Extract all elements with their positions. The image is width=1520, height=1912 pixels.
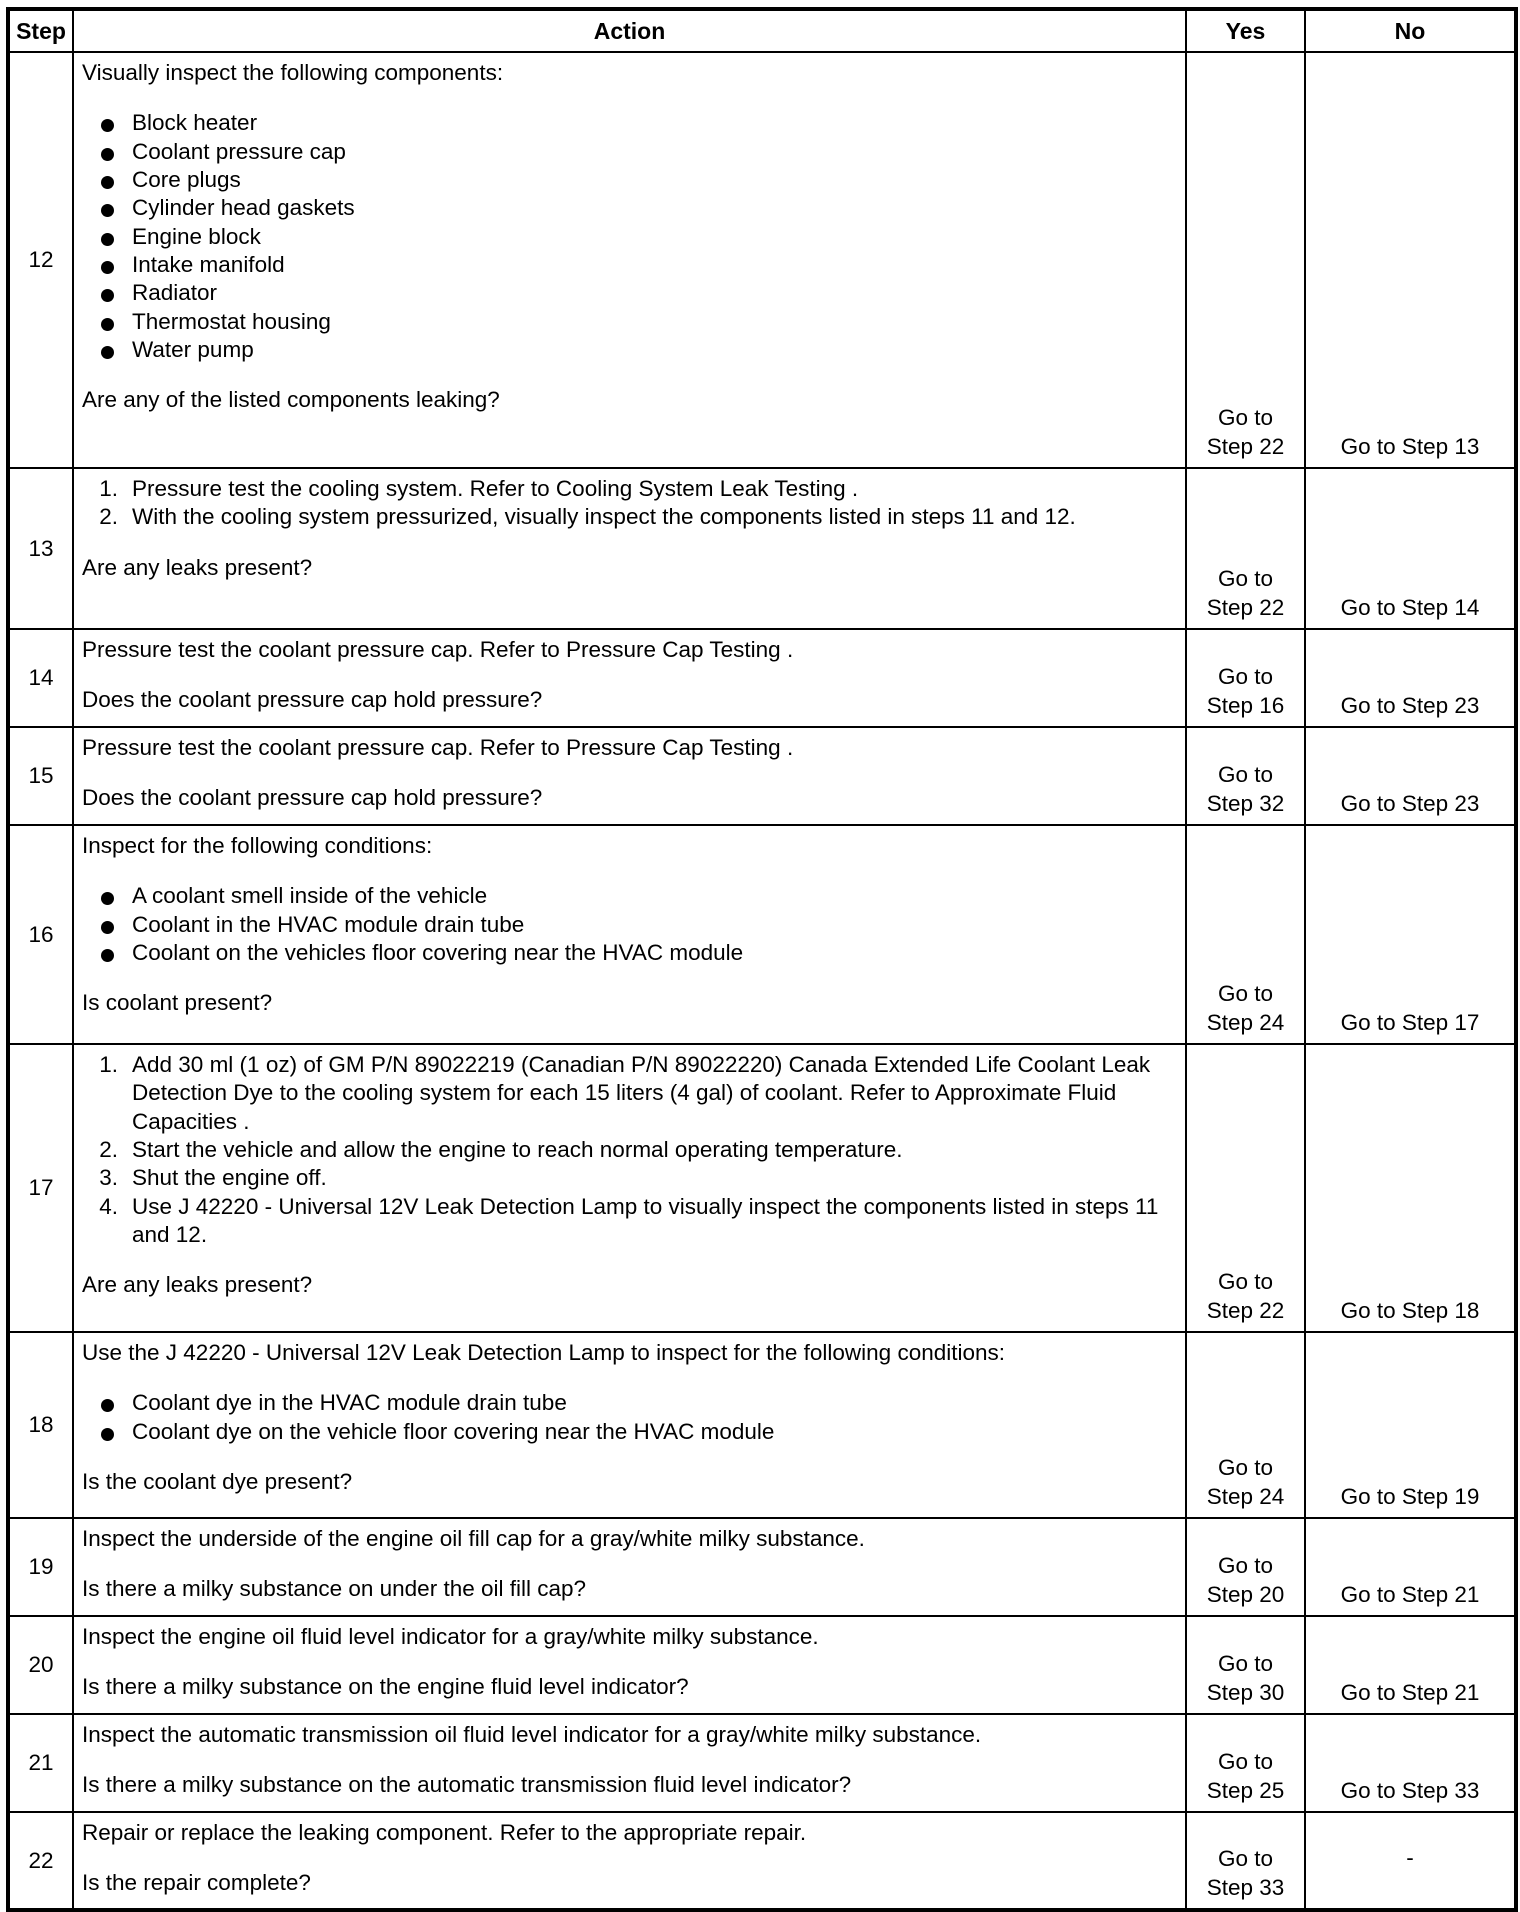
bullet-icon: [101, 289, 114, 302]
yes-outcome-line: Go to: [1217, 663, 1274, 689]
no-outcome: Go to Step 21: [1305, 1616, 1516, 1714]
header-yes: Yes: [1186, 9, 1305, 52]
list-item-text: Block heater: [132, 110, 258, 136]
action-instruction: Inspect the automatic transmission oil fluid level indicator for a gray/white milky substance.: [82, 1722, 982, 1747]
list-item: [82, 1389, 1177, 1417]
action-question: Does the coolant pressure cap hold pressure?: [82, 687, 543, 713]
action-question: Is the repair complete?: [82, 1870, 311, 1896]
action-instruction: Repair or replace the leaking component. Refer to the appropriate repair.: [82, 1820, 807, 1845]
action-cell: [73, 52, 1186, 468]
action-cell: [73, 629, 1186, 727]
list-item: [82, 882, 1177, 910]
no-outcome: Go to Step 23: [1305, 727, 1516, 825]
yes-outcome-line: Step 20: [1206, 1582, 1285, 1608]
yes-outcome-line: Step 22: [1206, 1298, 1285, 1324]
list-item: [82, 911, 1177, 939]
action-question: Are any leaks present?: [82, 554, 313, 580]
list-item-text: Coolant dye in the HVAC module drain tube: [132, 1390, 567, 1416]
action-instruction: Use the J 42220 - Universal 12V Leak Detection Lamp to inspect for the following conditions:: [82, 1340, 1006, 1365]
table-row: [8, 1332, 1516, 1518]
list-item: [82, 1193, 1177, 1250]
step-number: 20: [8, 1616, 73, 1714]
no-outcome: Go to Step 17: [1305, 825, 1516, 1044]
table-row: [8, 629, 1516, 727]
table-row: [8, 1812, 1516, 1910]
list-item: [82, 279, 1177, 307]
list-item: [82, 939, 1177, 967]
list-item-number: 3.: [99, 1165, 118, 1191]
action-cell: [73, 468, 1186, 629]
yes-outcome-line: Go to: [1217, 1454, 1274, 1480]
yes-outcome-line: Go to: [1217, 761, 1274, 787]
bullet-icon: [101, 1399, 114, 1412]
list-item-text: Coolant on the vehicles floor covering near the HVAC module: [132, 940, 744, 966]
no-outcome: Go to Step 13: [1305, 52, 1516, 468]
bullet-list: [82, 1389, 1177, 1446]
action-instruction: Pressure test the coolant pressure cap. Refer to Pressure Cap Testing .: [82, 637, 794, 662]
yes-outcome: [1186, 1044, 1305, 1332]
action-instruction: Inspect for the following conditions:: [82, 833, 433, 858]
step-number: 17: [8, 1044, 73, 1332]
list-item: [82, 475, 1177, 503]
action-instruction: Inspect the engine oil fluid level indicator for a gray/white milky substance.: [82, 1624, 819, 1649]
yes-outcome-line: Go to: [1217, 404, 1274, 430]
table-row: [8, 1044, 1516, 1332]
list-item-number: 2.: [99, 1137, 118, 1163]
yes-outcome: [1186, 1714, 1305, 1812]
table-row: [8, 468, 1516, 629]
list-item: [82, 1418, 1177, 1446]
bullet-icon: [101, 949, 114, 962]
list-item: [82, 1051, 1177, 1136]
action-instruction: Inspect the underside of the engine oil fill cap for a gray/white milky substance.: [82, 1526, 865, 1551]
step-number: 19: [8, 1518, 73, 1616]
table-row: [8, 825, 1516, 1044]
bullet-list: [82, 882, 1177, 967]
yes-outcome-line: Step 25: [1206, 1778, 1285, 1804]
yes-outcome-line: Step 24: [1206, 1484, 1285, 1510]
list-item: [82, 1164, 1177, 1192]
bullet-list: [82, 109, 1177, 364]
action-question: Is the coolant dye present?: [82, 1469, 353, 1495]
yes-outcome: [1186, 1812, 1305, 1910]
step-number: 21: [8, 1714, 73, 1812]
list-item-text: Add 30 ml (1 oz) of GM P/N 89022219 (Canadian P/N 89022220) Canada Extended Life Coolant Leak Detection Dye to the cooling system for each 15 liters (4 gal) of coolant. Refer to Approximate Fluid Capacities .: [132, 1052, 1151, 1134]
action-question: Are any of the listed components leaking?: [82, 387, 500, 413]
step-number: 13: [8, 468, 73, 629]
list-item-text: Engine block: [132, 223, 261, 249]
action-cell: [73, 1332, 1186, 1518]
yes-outcome: [1186, 825, 1305, 1044]
table-body: [8, 52, 1516, 1910]
bullet-icon: [101, 346, 114, 359]
list-item-text: With the cooling system pressurized, visually inspect the components listed in steps 11 and 12.: [132, 504, 1076, 530]
list-item-number: 1.: [99, 476, 118, 501]
action-cell: [73, 825, 1186, 1044]
bullet-icon: [101, 176, 114, 189]
yes-outcome-line: Step 30: [1206, 1680, 1285, 1706]
yes-outcome-line: Step 33: [1206, 1875, 1285, 1901]
yes-outcome: [1186, 629, 1305, 727]
yes-outcome-line: Go to: [1217, 980, 1274, 1006]
bullet-icon: [101, 261, 114, 274]
list-item: [82, 109, 1177, 137]
no-outcome: Go to Step 23: [1305, 629, 1516, 727]
procedure-sheet: [6, 7, 1514, 1901]
bullet-icon: [101, 318, 114, 331]
yes-outcome-line: Go to: [1217, 1845, 1274, 1871]
list-item-text: Cylinder head gaskets: [132, 195, 355, 221]
list-item: [82, 166, 1177, 194]
bullet-icon: [101, 1428, 114, 1441]
list-item-text: A coolant smell inside of the vehicle: [132, 883, 488, 909]
yes-outcome: [1186, 1332, 1305, 1518]
table-row: [8, 1616, 1516, 1714]
list-item-text: Pressure test the cooling system. Refer to Cooling System Leak Testing .: [132, 476, 859, 501]
yes-outcome: [1186, 1518, 1305, 1616]
yes-outcome-line: Step 22: [1206, 595, 1285, 621]
list-item-number: 2.: [99, 504, 118, 530]
list-item: [82, 194, 1177, 222]
step-number: 14: [8, 629, 73, 727]
step-number: 16: [8, 825, 73, 1044]
action-question: Is coolant present?: [82, 990, 273, 1016]
yes-outcome: [1186, 727, 1305, 825]
diagnostic-table: [6, 7, 1518, 1912]
no-outcome: Go to Step 21: [1305, 1518, 1516, 1616]
list-item: [82, 308, 1177, 336]
numbered-list: [82, 1051, 1177, 1249]
action-cell: [73, 1714, 1186, 1812]
no-outcome: Go to Step 14: [1305, 468, 1516, 629]
step-number: 15: [8, 727, 73, 825]
yes-outcome: [1186, 52, 1305, 468]
list-item-text: Intake manifold: [132, 252, 285, 278]
numbered-list: [82, 475, 1177, 532]
list-item: [82, 1136, 1177, 1164]
action-cell: [73, 1044, 1186, 1332]
yes-outcome: [1186, 468, 1305, 629]
list-item-text: Start the vehicle and allow the engine to reach normal operating temperature.: [132, 1137, 903, 1163]
list-item-number: 1.: [99, 1052, 118, 1077]
list-item-number: 4.: [99, 1193, 118, 1219]
no-outcome: Go to Step 33: [1305, 1714, 1516, 1812]
header-action: Action: [73, 9, 1186, 52]
yes-outcome-line: Step 22: [1206, 434, 1285, 460]
bullet-icon: [101, 119, 114, 132]
list-item-text: Shut the engine off.: [132, 1165, 327, 1191]
list-item: [82, 223, 1177, 251]
list-item-text: Core plugs: [132, 167, 241, 193]
list-item-text: Water pump: [132, 337, 254, 363]
action-instruction: Pressure test the coolant pressure cap. Refer to Pressure Cap Testing .: [82, 735, 794, 760]
list-item-text: Use J 42220 - Universal 12V Leak Detection Lamp to visually inspect the components listed in steps 11 and 12.: [132, 1193, 1159, 1248]
step-number: 22: [8, 1812, 73, 1910]
bullet-icon: [101, 204, 114, 217]
table-row: [8, 1714, 1516, 1812]
action-question: Is there a milky substance on the engine fluid level indicator?: [82, 1674, 689, 1700]
action-cell: [73, 727, 1186, 825]
list-item-text: Radiator: [132, 280, 218, 306]
step-number: 18: [8, 1332, 73, 1518]
header-row: [8, 9, 1516, 52]
yes-outcome-line: Go to: [1217, 1748, 1274, 1774]
no-outcome: -: [1305, 1812, 1516, 1910]
yes-outcome-line: Go to: [1217, 565, 1274, 591]
table-row: [8, 52, 1516, 468]
bullet-icon: [101, 921, 114, 934]
no-outcome: Go to Step 18: [1305, 1044, 1516, 1332]
yes-outcome: [1186, 1616, 1305, 1714]
table-row: [8, 1518, 1516, 1616]
header-no: No: [1305, 9, 1516, 52]
action-instruction: Visually inspect the following components:: [82, 60, 504, 85]
action-cell: [73, 1616, 1186, 1714]
action-question: Are any leaks present?: [82, 1272, 313, 1298]
table-row: [8, 727, 1516, 825]
yes-outcome-line: Step 24: [1206, 1010, 1285, 1036]
action-question: Does the coolant pressure cap hold pressure?: [82, 785, 543, 811]
action-question: Is there a milky substance on under the oil fill cap?: [82, 1576, 587, 1602]
bullet-icon: [101, 148, 114, 161]
action-cell: [73, 1812, 1186, 1910]
action-cell: [73, 1518, 1186, 1616]
action-question: Is there a milky substance on the automatic transmission fluid level indicator?: [82, 1772, 852, 1798]
yes-outcome-line: Go to: [1217, 1268, 1274, 1294]
yes-outcome-line: Go to: [1217, 1650, 1274, 1676]
list-item: [82, 503, 1177, 531]
yes-outcome-line: Step 16: [1206, 693, 1285, 719]
list-item-text: Thermostat housing: [132, 308, 331, 334]
list-item-text: Coolant dye on the vehicle floor covering near the HVAC module: [132, 1418, 775, 1444]
header-step: Step: [8, 9, 73, 52]
list-item: [82, 138, 1177, 166]
yes-outcome-line: Step 32: [1206, 791, 1285, 817]
list-item: [82, 251, 1177, 279]
list-item-text: Coolant in the HVAC module drain tube: [132, 911, 525, 937]
list-item: [82, 336, 1177, 364]
no-outcome: Go to Step 19: [1305, 1332, 1516, 1518]
list-item-text: Coolant pressure cap: [132, 138, 346, 164]
step-number: 12: [8, 52, 73, 468]
yes-outcome-line: Go to: [1217, 1552, 1274, 1578]
bullet-icon: [101, 233, 114, 246]
bullet-icon: [101, 892, 114, 905]
